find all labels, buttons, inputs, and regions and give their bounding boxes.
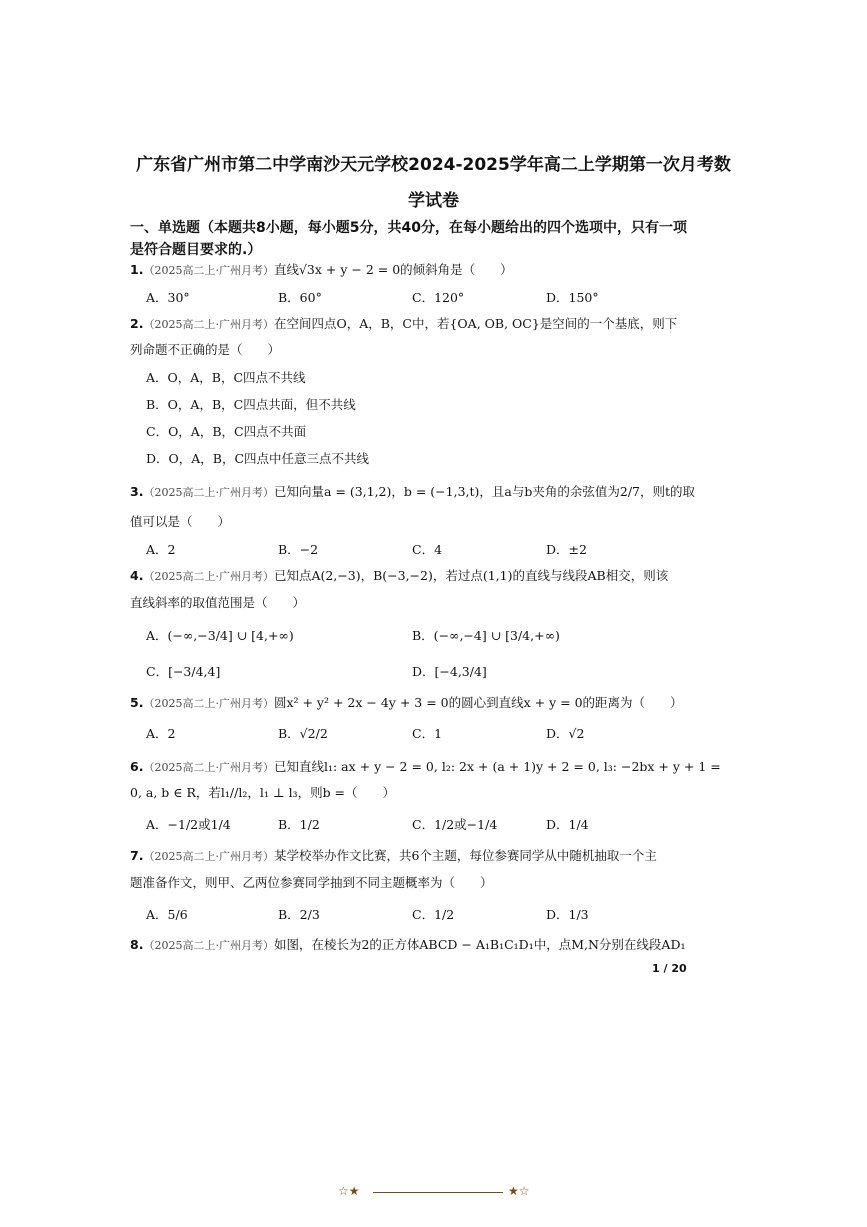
question-2-line-2: 列命题不正确的是（ ） — [130, 342, 281, 357]
question-4-line-2: 直线斜率的取值范围是（ ） — [130, 595, 306, 610]
q2-option-b: B．O，A，B，C四点共面，但不共线 — [146, 397, 356, 412]
question-6-line-2: 0, a, b ∈ R，若l₁//l₂，l₁ ⊥ l₃，则b =（ ） — [130, 785, 396, 800]
page-title-line-2: 学试卷 — [408, 191, 459, 211]
question-1-line-1: 1.（2025高二上·广州月考）直线√3x + y − 2 = 0的倾斜角是（ ） — [130, 262, 513, 277]
q3-option-a: A．2 — [146, 542, 176, 557]
q4-option-a: A．(−∞,−3/4] ∪ [4,+∞) — [146, 628, 294, 643]
q7-option-c: C．1/2 — [412, 907, 455, 922]
q6-option-b: B．1/2 — [278, 817, 320, 832]
q4-option-b: B．(−∞,−4] ∪ [3/4,+∞) — [412, 628, 560, 643]
question-5-line-1: 5.（2025高二上·广州月考）圆x² + y² + 2x − 4y + 3 = 0的圆心到直线x + y = 0的距离为（ ） — [130, 695, 683, 710]
q3-option-c: C．4 — [412, 542, 443, 557]
q1-option-d: D．150° — [546, 290, 599, 305]
question-4-line-1: 4.（2025高二上·广州月考）已知点A(2,−3)，B(−3,−2)，若过点(1,1)的直线与线段AB相交，则该 — [130, 568, 669, 583]
q4-option-c: C．[−3/4,4] — [146, 664, 221, 679]
q1-option-c: C．120° — [412, 290, 465, 305]
section-heading-line-1: 一、单选题（本题共8小题，每小题5分，共40分，在每小题给出的四个选项中，只有一项 — [130, 220, 687, 236]
question-2-line-1: 2.（2025高二上·广州月考）在空间四点O，A，B，C中，若{OA, OB, OC}是空间的一个基底，则下 — [130, 316, 678, 331]
q7-option-b: B．2/3 — [278, 907, 320, 922]
q7-option-a: A．5/6 — [146, 907, 188, 922]
question-8-line-1: 8.（2025高二上·广州月考）如图，在棱长为2的正方体ABCD − A₁B₁C₁D₁中，点M,N分别在线段AD₁ — [130, 937, 686, 952]
q1-option-a: A．30° — [146, 290, 190, 305]
section-heading-line-2: 是符合题目要求的.） — [130, 242, 262, 258]
q5-option-b: B．√2/2 — [278, 726, 328, 741]
question-3-line-1: 3.（2025高二上·广州月考）已知向量a = (3,1,2)，b = (−1,3,t)，且a与b夹角的余弦值为2/7，则t的取 — [130, 484, 696, 499]
footer-left-stars: ☆★ — [338, 1184, 360, 1198]
q2-option-d: D．O，A，B，C四点中任意三点不共线 — [146, 451, 370, 466]
q2-option-c: C．O，A，B，C四点不共面 — [146, 424, 307, 439]
question-7-line-2: 题准备作文，则甲、乙两位参赛同学抽到不同主题概率为（ ） — [130, 875, 493, 890]
q5-option-c: C．1 — [412, 726, 443, 741]
q1-option-b: B．60° — [278, 290, 322, 305]
q3-option-d: D．±2 — [546, 542, 587, 557]
page-title-line-1: 广东省广州市第二中学南沙天元学校2024-2025学年高二上学期第一次月考数 — [136, 155, 731, 175]
q3-option-b: B．−2 — [278, 542, 319, 557]
footer-ornament — [338, 1184, 533, 1200]
q6-option-d: D．1/4 — [546, 817, 589, 832]
q7-option-d: D．1/3 — [546, 907, 589, 922]
q5-option-d: D．√2 — [546, 726, 585, 741]
footer-rule — [373, 1192, 503, 1193]
question-3-line-2: 值可以是（ ） — [130, 514, 231, 529]
q6-option-c: C．1/2或−1/4 — [412, 817, 498, 832]
q2-option-a: A．O，A，B，C四点不共线 — [146, 370, 306, 385]
q6-option-a: A．−1/2或1/4 — [146, 817, 231, 832]
question-7-line-1: 7.（2025高二上·广州月考）某学校举办作文比赛，共6个主题，每位参赛同学从中随机抽取一个主 — [130, 848, 657, 863]
question-6-line-1: 6.（2025高二上·广州月考）已知直线l₁: ax + y − 2 = 0, l₂: 2x + (a + 1)y + 2 = 0, l₃: −2bx + y + 1 = — [130, 759, 721, 774]
q4-option-d: D．[−4,3/4] — [412, 664, 487, 679]
q5-option-a: A．2 — [146, 726, 176, 741]
page-number: 1 / 20 — [652, 962, 687, 975]
footer-right-stars: ★☆ — [508, 1184, 530, 1198]
